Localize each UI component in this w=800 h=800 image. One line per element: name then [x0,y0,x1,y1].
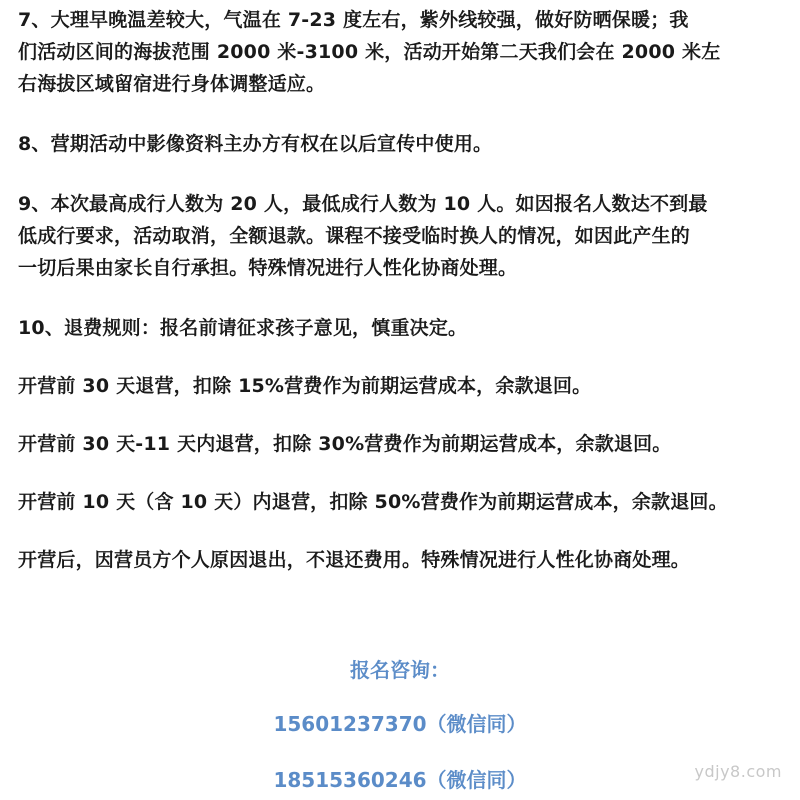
item-10 [18,312,788,344]
item-7-line-1: 7、大理早晚温差较大，气温在 7-23 度左右，紫外线较强，做好防晒保暖；我 [18,9,689,31]
refund-rule-30-days [18,370,788,402]
item-9-line-1: 9、本次最高成行人数为 20 人，最低成行人数为 10 人。如因报名人数达不到最 [18,193,708,215]
contact-phone-2: 18515360246（微信同） [273,768,527,792]
refund-rule-after-start-text: 开营后，因营员方个人原因退出，不退还费用。特殊情况进行人性化协商处理。 [18,549,691,571]
item-8 [18,128,788,160]
item-9 [18,188,788,284]
item-7-line-2: 们活动区间的海拔范围 2000 米-3100 米，活动开始第二天我们会在 2000 米左 [18,41,721,63]
refund-rule-30-days-text: 开营前 30 天退营，扣除 15%营费作为前期运营成本，余款退回。 [18,375,592,397]
notice-content [18,4,788,602]
item-7-line-3: 右海拔区域留宿进行身体调整适应。 [18,73,326,95]
item-8-line-1: 8、营期活动中影像资料主办方有权在以后宣传中使用。 [18,133,493,155]
watermark: ydjy8.com [694,762,782,781]
item-9-line-3: 一切后果由家长自行承担。特殊情况进行人性化协商处理。 [18,257,518,279]
item-10-line-1: 10、退费规则：报名前请征求孩子意见，慎重决定。 [18,317,468,339]
refund-rule-30-11-days [18,428,788,460]
contact-title: 报名咨询： [350,658,450,682]
refund-rule-30-11-days-text: 开营前 30 天-11 天内退营，扣除 30%营费作为前期运营成本，余款退回。 [18,433,672,455]
refund-rule-10-days [18,486,788,518]
contact-phone-1: 15601237370（微信同） [273,712,527,736]
item-7 [18,4,788,100]
refund-rule-10-days-text: 开营前 10 天（含 10 天）内退营，扣除 50%营费作为前期运营成本，余款退回。 [18,491,728,513]
item-9-line-2: 低成行要求，活动取消，全额退款。课程不接受临时换人的情况，如因此产生的 [18,225,691,247]
refund-rule-after-start [18,544,788,576]
